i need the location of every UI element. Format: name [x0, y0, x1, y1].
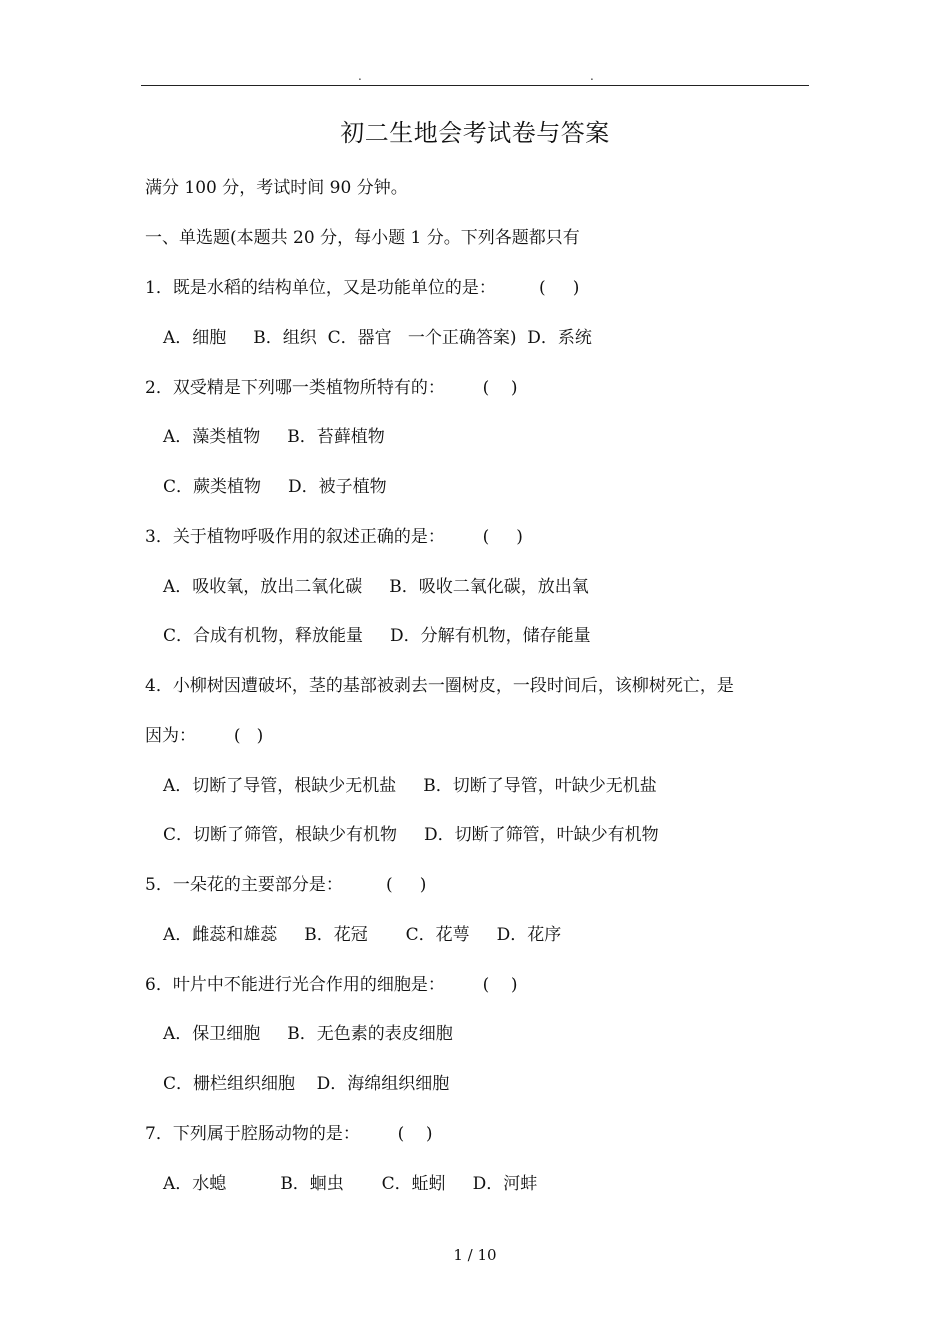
question-4-stem: 4．小柳树因遭破坏，茎的基部被剥去一圈树皮，一段时间后，该柳树死亡，是: [145, 676, 734, 696]
question-4-stem-continued: 因为： ( ): [145, 726, 264, 746]
question-6-options-1: A．保卫细胞 B．无色素的表皮细胞: [163, 1024, 453, 1044]
question-5-stem: 5．一朵花的主要部分是： ( ): [145, 875, 427, 895]
question-4-options-2: C．切断了筛管，根缺少有机物 D．切断了筛管，叶缺少有机物: [163, 825, 659, 845]
question-5-options: A．雌蕊和雄蕊 B．花冠 C．花萼 D．花序: [163, 925, 562, 945]
question-6-stem: 6．叶片中不能进行光合作用的细胞是： ( ): [145, 975, 518, 995]
header-dot-right: .: [590, 69, 594, 83]
question-1-options: A．细胞 B．组织 C．器官 一个正确答案) D．系统: [163, 328, 592, 348]
section-heading: 一、单选题(本题共 20 分，每小题 1 分。下列各题都只有: [145, 228, 580, 248]
question-3-stem: 3．关于植物呼吸作用的叙述正确的是： ( ): [145, 527, 523, 547]
question-2-options-2: C．蕨类植物 D．被子植物: [163, 477, 387, 497]
question-3-options-2: C．合成有机物，释放能量 D．分解有机物，储存能量: [163, 626, 591, 646]
question-3-options-1: A．吸收氧，放出二氧化碳 B．吸收二氧化碳，放出氧: [163, 577, 589, 597]
document-title: 初二生地会考试卷与答案: [340, 119, 610, 147]
question-7-options: A．水螅 B．蛔虫 C．蚯蚓 D．河蚌: [163, 1174, 538, 1194]
question-4-options-1: A．切断了导管，根缺少无机盐 B．切断了导管，叶缺少无机盐: [163, 776, 657, 796]
header-rule: [141, 85, 809, 86]
question-2-stem: 2．双受精是下列哪一类植物所特有的： ( ): [145, 378, 518, 398]
page-indicator: 1 / 10: [453, 1246, 497, 1264]
header-dot-left: .: [358, 69, 362, 83]
question-7-stem: 7．下列属于腔肠动物的是： ( ): [145, 1124, 433, 1144]
intro-text: 满分 100 分，考试时间 90 分钟。: [145, 178, 408, 198]
question-2-options-1: A．藻类植物 B．苔藓植物: [163, 427, 385, 447]
question-6-options-2: C．栅栏组织细胞 D．海绵组织细胞: [163, 1074, 450, 1094]
question-1-stem: 1．既是水稻的结构单位，又是功能单位的是： ( ): [145, 278, 580, 298]
